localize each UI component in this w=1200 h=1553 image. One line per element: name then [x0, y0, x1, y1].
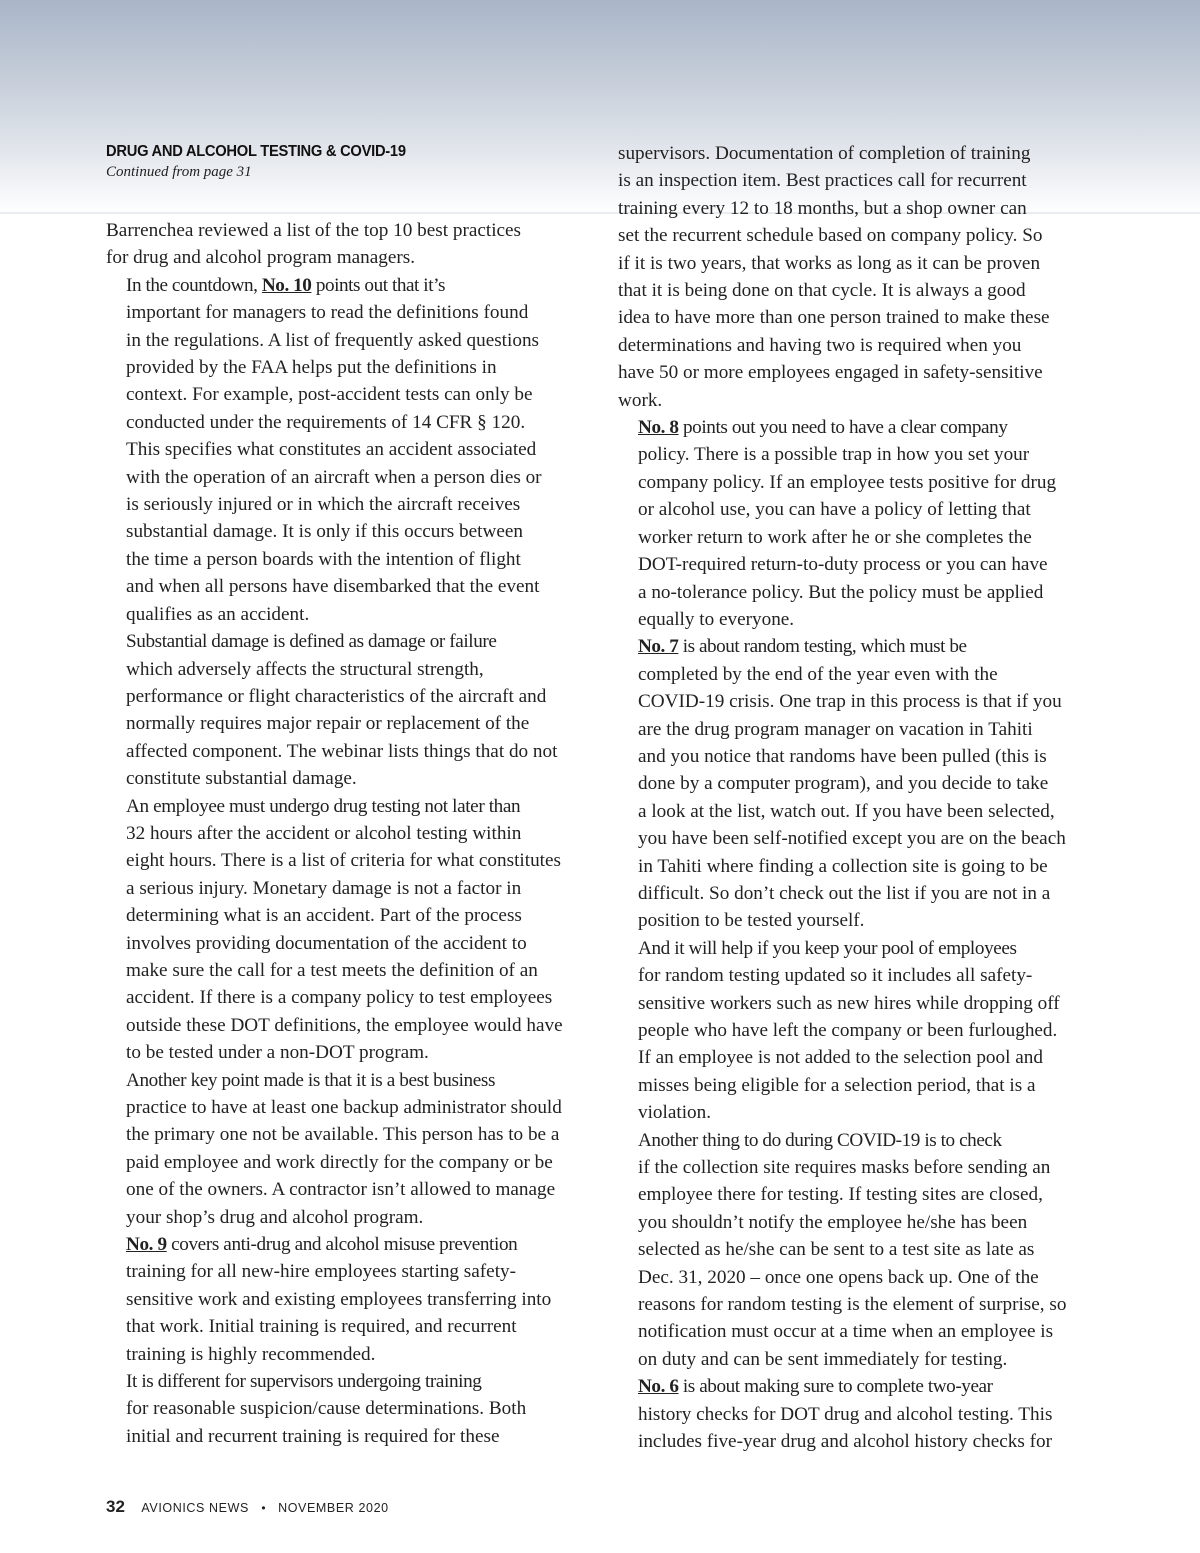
text-line: determining what is an accident. Part of the process [126, 905, 522, 927]
text-line: supervisors. Documentation of completion of training [618, 143, 1031, 164]
text-line: idea to have more than one person trained to make these [618, 307, 1050, 329]
text-line: COVID-19 crisis. One trap in this process is that if you [638, 691, 1062, 713]
text-line [618, 414, 1098, 441]
text-line: people who have left the company or been furloughed. [638, 1020, 1058, 1041]
text-line: eight hours. There is a list of criteria for what constitutes [126, 850, 561, 872]
text-line: or alcohol use, you can have a policy of letting that [638, 499, 1031, 521]
text-line: one of the owners. A contractor isn’t allowed to manage [126, 1179, 556, 1201]
text-line: your shop’s drug and alcohol program. [126, 1206, 424, 1228]
text-line: constitute substantial damage. [126, 768, 357, 790]
text-line: policy. There is a possible trap in how you set your [638, 444, 1030, 466]
text-line: on duty and can be sent immediately for testing. [638, 1348, 1008, 1370]
text-line: practice to have at least one backup administrator should [126, 1097, 562, 1118]
text-line: 32 hours after the accident or alcohol testing within [126, 822, 522, 844]
text-line: employee there for testing. If testing sites are closed, [638, 1184, 1043, 1206]
text-line: sensitive workers such as new hires while dropping off [638, 992, 1060, 1014]
paragraph [106, 628, 586, 792]
paragraph [618, 414, 1098, 633]
text-line: substantial damage. It is only if this occurs between [126, 521, 523, 543]
paragraph [618, 1127, 1098, 1374]
text-line: training is highly recommended. [126, 1343, 376, 1365]
text-line: that work. Initial training is required, and recurrent [126, 1316, 517, 1338]
text-line: you have been self-notified except you are on the beach [638, 828, 1066, 850]
paragraph [106, 793, 586, 1067]
item-number: No. 8 [638, 417, 679, 439]
item-number: No. 7 [638, 636, 679, 658]
right-column [618, 140, 1098, 1456]
text-line: if the collection site requires masks before sending an [638, 1157, 1051, 1179]
paragraph [618, 935, 1098, 1127]
text-line: paid employee and work directly for the company or be [126, 1151, 553, 1173]
text-line: notification must occur at a time when an employee is [638, 1321, 1054, 1343]
text-line: are the drug program manager on vacation in Tahiti [638, 718, 1033, 740]
item-number: No. 9 [126, 1234, 167, 1256]
issue-date: NOVEMBER 2020 [278, 1501, 389, 1515]
paragraph [618, 633, 1098, 934]
text-line: An employee must undergo drug testing not later than [126, 795, 521, 817]
text-line: with the operation of an aircraft when a person dies or [126, 466, 542, 488]
paragraph [106, 217, 586, 272]
text-line: worker return to work after he or she completes the [638, 526, 1032, 548]
text-line: determinations and having two is required when you [618, 334, 1022, 356]
page-number: 32 [106, 1497, 125, 1516]
paragraph [106, 1368, 586, 1450]
text-line: If an employee is not added to the selection pool and [638, 1047, 1043, 1069]
text-line: qualifies as an accident. [126, 603, 310, 625]
publication-name: AVIONICS NEWS [141, 1501, 249, 1515]
text-line: set the recurrent schedule based on company policy. So [618, 225, 1043, 247]
text-line: accident. If there is a company policy to test employees [126, 987, 553, 1009]
text-line: outside these DOT definitions, the employee would have [126, 1014, 563, 1036]
text-line [106, 272, 586, 299]
page-footer [106, 1497, 389, 1517]
text-line: which adversely affects the structural strength, [126, 658, 484, 680]
section-title: DRUG AND ALCOHOL TESTING & COVID-19 [106, 143, 406, 160]
text-line: and you notice that randoms have been pulled (this is [638, 745, 1047, 767]
text-line: position to be tested yourself. [638, 910, 865, 932]
text-line: sensitive work and existing employees transferring into [126, 1288, 552, 1310]
text-line: reasons for random testing is the element of surprise, so [638, 1294, 1067, 1316]
text-line: to be tested under a non-DOT program. [126, 1042, 429, 1064]
text-line [106, 1231, 586, 1258]
text-line: in Tahiti where finding a collection site is going to be [638, 855, 1048, 877]
text-line: This specifies what constitutes an accident associated [126, 439, 537, 461]
text-line: conducted under the requirements of 14 CFR § 120. [126, 411, 526, 433]
text-line: you shouldn’t notify the employee he/she has been [638, 1211, 1028, 1233]
text-line: equally to everyone. [638, 608, 795, 630]
text-line: normally requires major repair or replacement of the [126, 713, 530, 735]
text-line: the time a person boards with the intention of flight [126, 548, 521, 570]
left-column [106, 140, 586, 1450]
text-line: if it is two years, that works as long as it can be proven [618, 252, 1041, 274]
text-line: context. For example, post-accident tests can only be [126, 384, 533, 406]
text-line: work. [618, 389, 663, 411]
text-line: provided by the FAA helps put the definitions in [126, 357, 497, 379]
text-line: completed by the end of the year even with the [638, 663, 998, 685]
text-line: a serious injury. Monetary damage is not a factor in [126, 877, 522, 899]
text-line: performance or flight characteristics of the aircraft and [126, 685, 547, 707]
text-fragment: points out you need to have a clear company [678, 417, 1008, 439]
text-line: is seriously injured or in which the aircraft receives [126, 494, 521, 516]
text-line: a look at the list, watch out. If you have been selected, [638, 800, 1055, 822]
paragraph [106, 1067, 586, 1231]
text-line: Substantial damage is defined as damage or failure [126, 631, 497, 653]
text-fragment: is about random testing, which must be [678, 636, 967, 658]
text-line: done by a computer program), and you decide to take [638, 773, 1049, 795]
text-line: Dec. 31, 2020 – once one opens back up. One of the [638, 1266, 1039, 1288]
text-line: Another thing to do during COVID-19 is to check [638, 1129, 1002, 1151]
text-line: the primary one not be available. This person has to be a [126, 1124, 560, 1146]
text-line: affected component. The webinar lists things that do not [126, 740, 558, 762]
text-line [618, 1373, 1098, 1400]
text-line: DOT-required return-to-duty process or you can have [638, 554, 1048, 576]
text-line: a no-tolerance policy. But the policy must be applied [638, 581, 1044, 603]
text-line: includes five-year drug and alcohol history checks for [638, 1431, 1052, 1453]
text-line: It is different for supervisors undergoing training [126, 1371, 482, 1393]
paragraph [618, 140, 1098, 414]
paragraph [106, 1231, 586, 1368]
item-number: No. 10 [261, 274, 312, 296]
text-line: in the regulations. A list of frequently asked questions [126, 329, 539, 351]
paragraph [106, 272, 586, 628]
item-number: No. 6 [638, 1376, 679, 1398]
text-line: and when all persons have disembarked that the event [126, 576, 540, 598]
text-line: And it will help if you keep your pool of employees [638, 937, 1017, 959]
text-line: training for all new-hire employees starting safety- [126, 1261, 517, 1283]
paragraph [618, 1373, 1098, 1455]
text-line: Barrenchea reviewed a list of the top 10 best practices [106, 220, 522, 241]
text-line: initial and recurrent training is required for these [126, 1425, 500, 1447]
text-line: make sure the call for a test meets the definition of an [126, 959, 538, 981]
text-line: Another key point made is that it is a best business [126, 1069, 496, 1091]
text-line: misses being eligible for a selection period, that is a [638, 1074, 1036, 1096]
text-line: is an inspection item. Best practices call for recurrent [618, 170, 1027, 192]
text-fragment: points out that it’s [311, 274, 445, 296]
text-line: involves providing documentation of the accident to [126, 932, 527, 954]
text-line: violation. [638, 1102, 712, 1124]
text-line [618, 633, 1098, 660]
text-fragment: is about making sure to complete two-year [678, 1376, 993, 1398]
text-line: that it is being done on that cycle. It is always a good [618, 280, 1026, 302]
text-line: training every 12 to 18 months, but a shop owner can [618, 197, 1027, 219]
continued-note: Continued from page 31 [106, 164, 252, 180]
text-line: important for managers to read the definitions found [126, 302, 529, 324]
text-line: selected as he/she can be sent to a test site as late as [638, 1239, 1035, 1261]
text-fragment: In the countdown, [126, 274, 262, 296]
text-line: company policy. If an employee tests positive for drug [638, 471, 1057, 493]
text-line: have 50 or more employees engaged in safety-sensitive [618, 362, 1043, 384]
text-line: for reasonable suspicion/cause determinations. Both [126, 1398, 527, 1420]
text-line: difficult. So don’t check out the list if you are not in a [638, 882, 1051, 904]
text-line: for random testing updated so it includes all safety- [638, 965, 1033, 987]
text-line: history checks for DOT drug and alcohol testing. This [638, 1403, 1053, 1425]
bullet-separator: • [261, 1501, 266, 1515]
text-line: for drug and alcohol program managers. [106, 247, 416, 269]
text-fragment: covers anti-drug and alcohol misuse prevention [166, 1234, 518, 1256]
